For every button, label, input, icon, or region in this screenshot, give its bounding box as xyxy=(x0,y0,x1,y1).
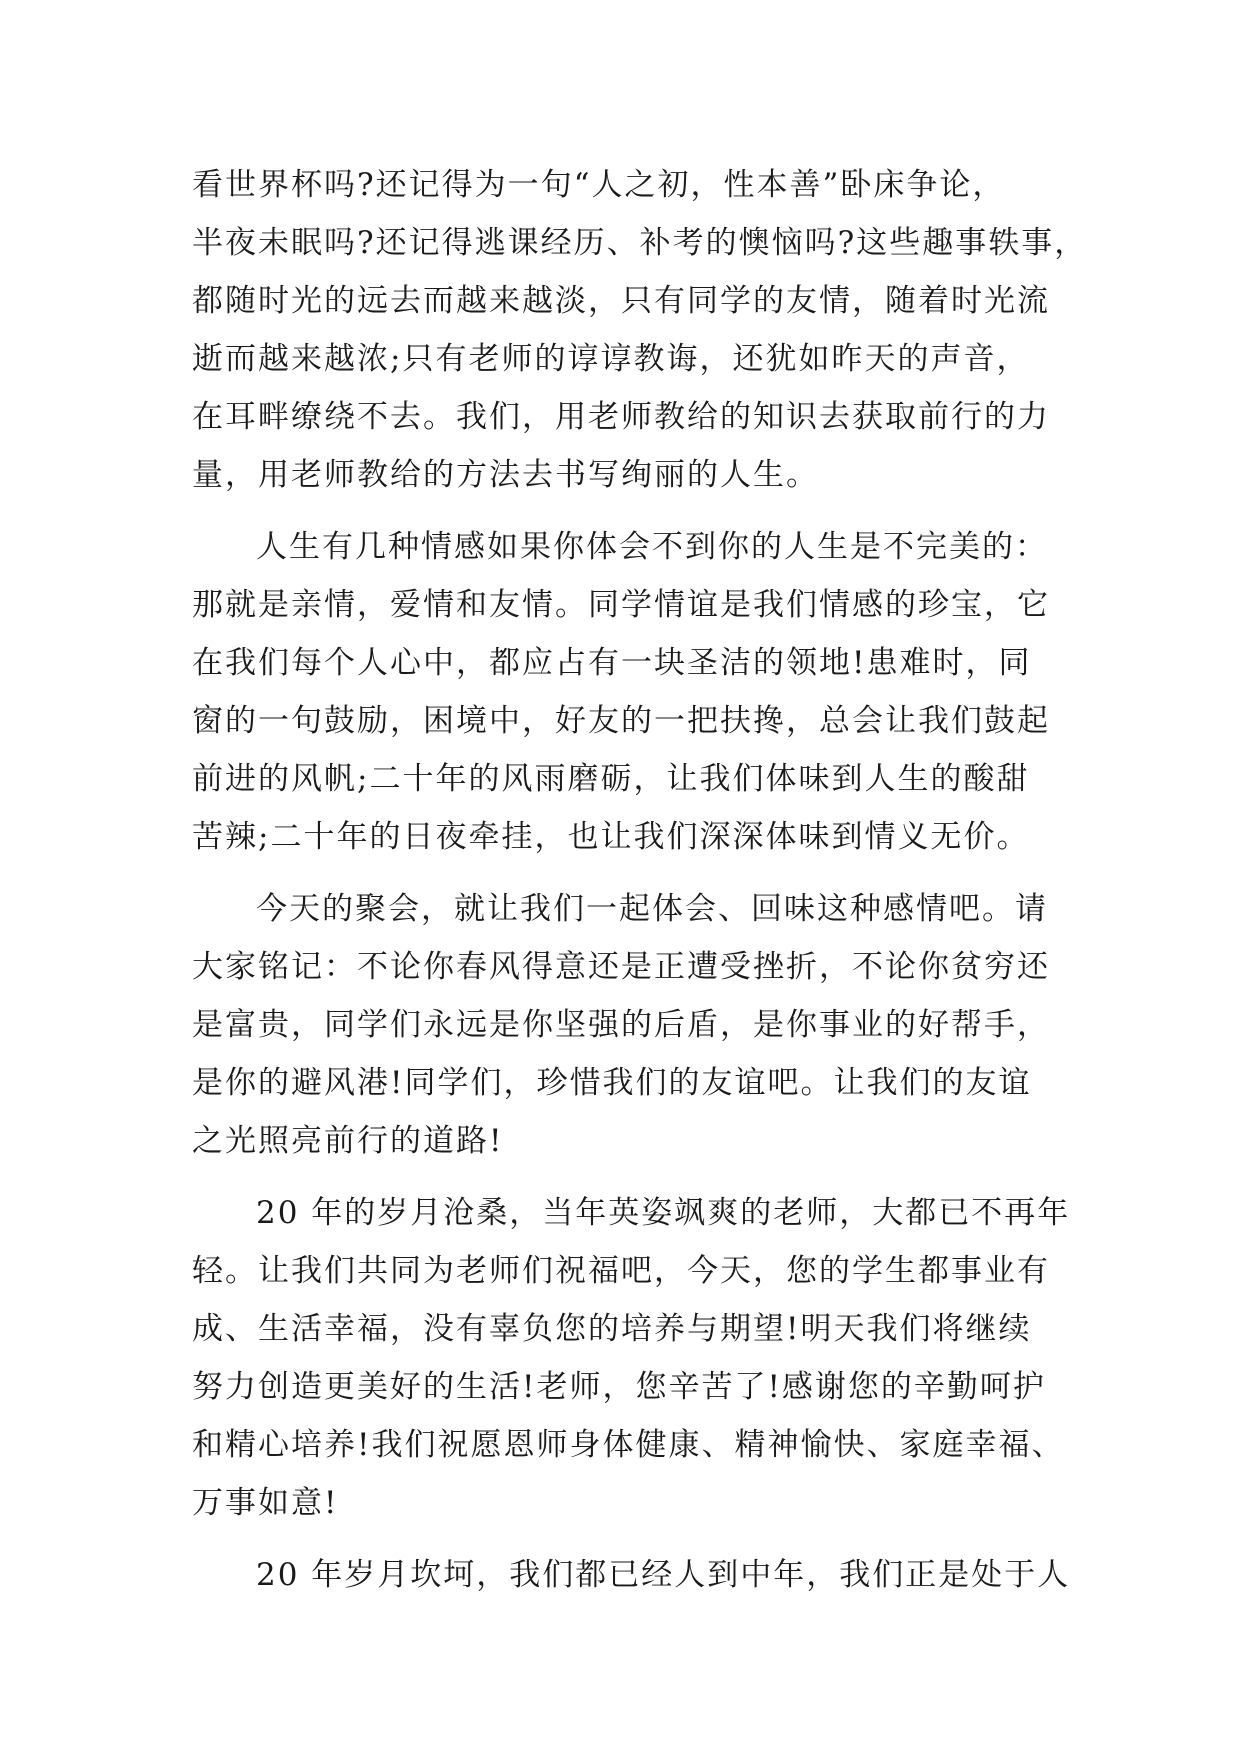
text-line: 都随时光的远去而越来越淡，只有同学的友情，随着时光流 xyxy=(192,283,1050,319)
text-line: 努力创造更美好的生活!老师，您辛苦了!感谢您的辛勤呵护 xyxy=(192,1369,1046,1405)
text-line: 那就是亲情，爱情和友情。同学情谊是我们情感的珍宝，它 xyxy=(192,587,1050,623)
text-line: 成、生活幸福，没有辜负您的培养与期望!明天我们将继续 xyxy=(192,1311,1032,1347)
text-line: 半夜未眠吗?还记得逃课经历、补考的懊恼吗?这些趣事轶事， xyxy=(192,225,1088,261)
text-line: 前进的风帆;二十年的风雨磨砺，让我们体味到人生的酸甜 xyxy=(192,761,1030,797)
text-line: 量，用老师教给的方法去书写绚丽的人生。 xyxy=(192,457,819,493)
text-line: 是你的避风港!同学们，珍惜我们的友谊吧。让我们的友谊 xyxy=(192,1065,1032,1101)
text-line: 在耳畔缭绕不去。我们，用老师教给的知识去获取前行的力 xyxy=(192,399,1050,435)
text-line: 轻。让我们共同为老师们祝福吧，今天，您的学生都事业有 xyxy=(192,1253,1050,1289)
paragraph-first-line: 人生有几种情感如果你体会不到你的人生是不完美的： xyxy=(256,529,1048,565)
text-line: 逝而越来越浓;只有老师的谆谆教诲，还犹如昨天的声音， xyxy=(192,341,1030,377)
text-line: 大家铭记：不论你春风得意还是正遭受挫折，不论你贫穷还 xyxy=(192,949,1050,985)
text-line: 窗的一句鼓励，困境中，好友的一把扶搀，总会让我们鼓起 xyxy=(192,703,1050,739)
text-line: 是富贵，同学们永远是你坚强的后盾，是你事业的好帮手， xyxy=(192,1007,1050,1043)
text-line: 和精心培养!我们祝愿恩师身体健康、精神愉快、家庭幸福、 xyxy=(192,1427,1065,1463)
text-line: 在我们每个人心中，都应占有一块圣洁的领地!患难时，同 xyxy=(192,645,1032,681)
paragraph-first-line: 20 年的岁月沧桑，当年英姿飒爽的老师，大都已不再年 xyxy=(256,1195,1071,1231)
document-body xyxy=(192,156,1088,1604)
text-line: 看世界杯吗?还记得为一句“人之初，性本善”卧床争论， xyxy=(192,167,1006,203)
paragraph-first-line: 今天的聚会，就让我们一起体会、回味这种感情吧。请 xyxy=(256,891,1048,927)
text-line: 万事如意! xyxy=(192,1485,339,1521)
paragraph-first-line: 20 年岁月坎坷，我们都已经人到中年，我们正是处于人 xyxy=(256,1557,1071,1593)
text-line: 之光照亮前行的道路! xyxy=(192,1123,504,1159)
text-line: 苦辣;二十年的日夜牵挂，也让我们深深体味到情义无价。 xyxy=(192,819,1030,855)
